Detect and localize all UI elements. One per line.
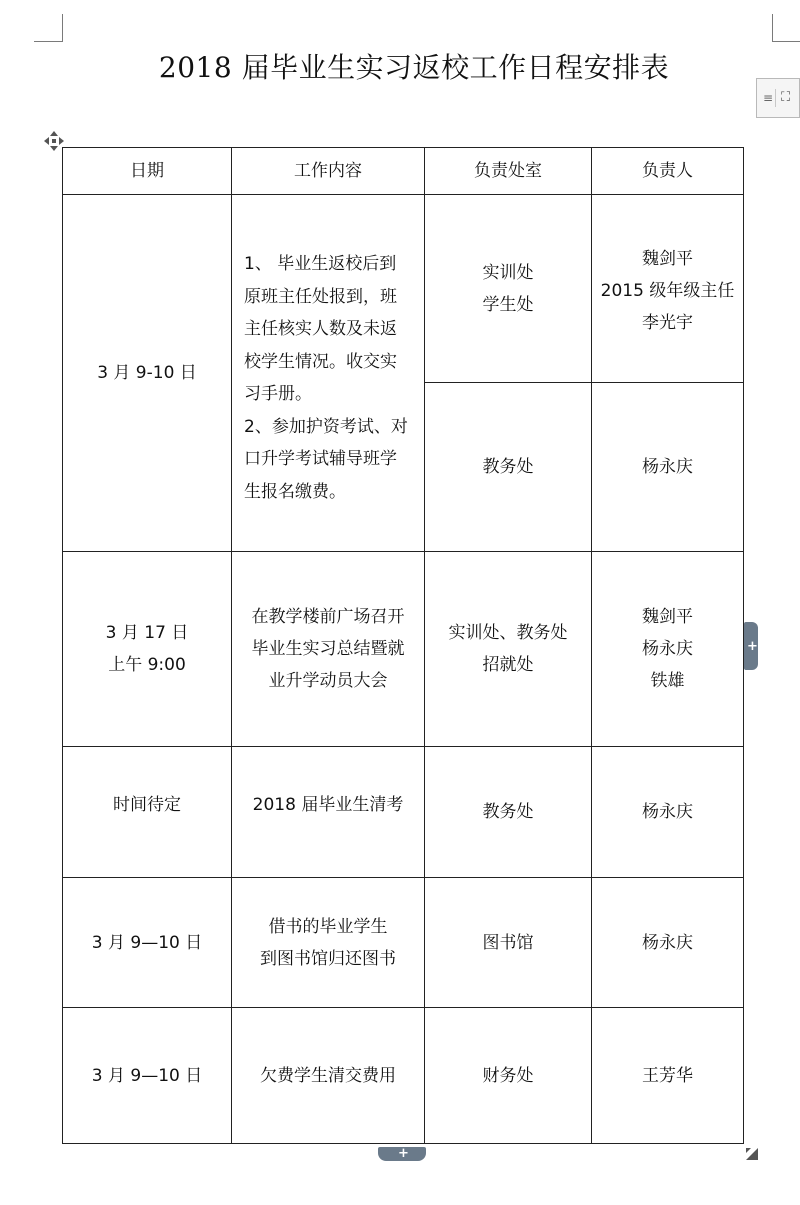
add-row-button[interactable] [378,1147,426,1161]
resize-icon[interactable] [746,1148,758,1160]
content-line: 业升学动员大会 [268,671,388,691]
crop-mark-top-left-h [34,41,63,42]
office-line: 学生处 [482,295,534,315]
content-line: 校学生情况。收交实 [244,351,397,372]
content-cell: 欠费学生清交费用 [232,1008,425,1144]
crop-mark-top-right-v [772,14,773,42]
content-line: 原班主任处报到，班 [244,286,397,307]
office-cell: 教务处 [425,747,592,878]
office-cell: 教务处 [425,383,592,552]
content-line: 毕业生实习总结暨就 [251,639,405,659]
person-cell: 杨永庆 [592,878,744,1008]
office-cell: 图书馆 [425,878,592,1008]
crop-mark-top-left-v [62,14,63,42]
date-line: 上午 9:00 [108,655,186,675]
plus-icon: + [747,639,758,654]
person-line: 魏剑平 [642,249,693,269]
content-line: 口升学考试辅导班学 [244,449,397,469]
person-cell: 杨永庆 [592,747,744,878]
person-line: 2015 级年级主任 [600,281,735,301]
fullscreen-icon[interactable]: ⛶ [781,90,791,105]
header-content: 工作内容 [232,148,425,195]
content-cell: 2018 届毕业生清考 [232,747,425,878]
table-header-row [63,148,744,195]
person-cell: 王芳华 [592,1008,744,1144]
add-column-button[interactable] [744,622,758,670]
date-cell: 时间待定 [63,747,232,878]
header-office: 负责处室 [425,148,592,195]
office-cell: 财务处 [425,1008,592,1144]
date-line: 3 月 17 日 [105,623,189,643]
content-line: 1、 毕业生返校后到 [244,254,397,274]
content-line: 2、参加护资考试、对 [244,416,408,437]
content-cell [232,878,425,1008]
content-line: 习手册。 [244,384,312,404]
table-row [63,195,744,383]
header-person: 负责人 [592,148,744,195]
person-line: 铁雄 [650,671,685,691]
plus-icon: + [398,1146,409,1161]
content-line: 到图书馆归还图书 [260,948,396,969]
office-line: 实训处 [482,263,534,283]
date-cell: 3 月 9-10 日 [63,195,232,552]
person-cell [592,195,744,383]
date-cell: 3 月 9—10 日 [63,1008,232,1144]
side-toolbar[interactable] [756,78,800,118]
table-row [63,878,744,1008]
text-wrap-icon[interactable]: ≡ [761,89,776,107]
person-cell [592,552,744,747]
person-line: 杨永庆 [642,639,693,659]
office-cell [425,552,592,747]
content-cell [232,552,425,747]
document-title: 2018 届毕业生实习返校工作日程安排表 [158,51,670,84]
content-line: 在教学楼前广场召开 [251,607,405,627]
person-cell: 杨永庆 [592,383,744,552]
schedule-table [62,147,744,1144]
content-line: 借书的毕业学生 [268,916,388,937]
table-row [63,552,744,747]
office-line: 实训处、教务处 [448,623,568,643]
crop-mark-top-right-h [772,41,800,42]
content-line: 生报名缴费。 [244,481,346,502]
table-row [63,1008,744,1144]
date-cell: 3 月 9—10 日 [63,878,232,1008]
person-line: 魏剑平 [642,607,693,627]
office-line: 招就处 [482,655,534,675]
office-cell [425,195,592,383]
person-line: 李光宇 [642,313,693,333]
content-cell [232,195,425,552]
header-date: 日期 [63,148,232,195]
content-line: 主任核实人数及未返 [244,319,397,339]
date-cell [63,552,232,747]
table-row [63,747,744,878]
